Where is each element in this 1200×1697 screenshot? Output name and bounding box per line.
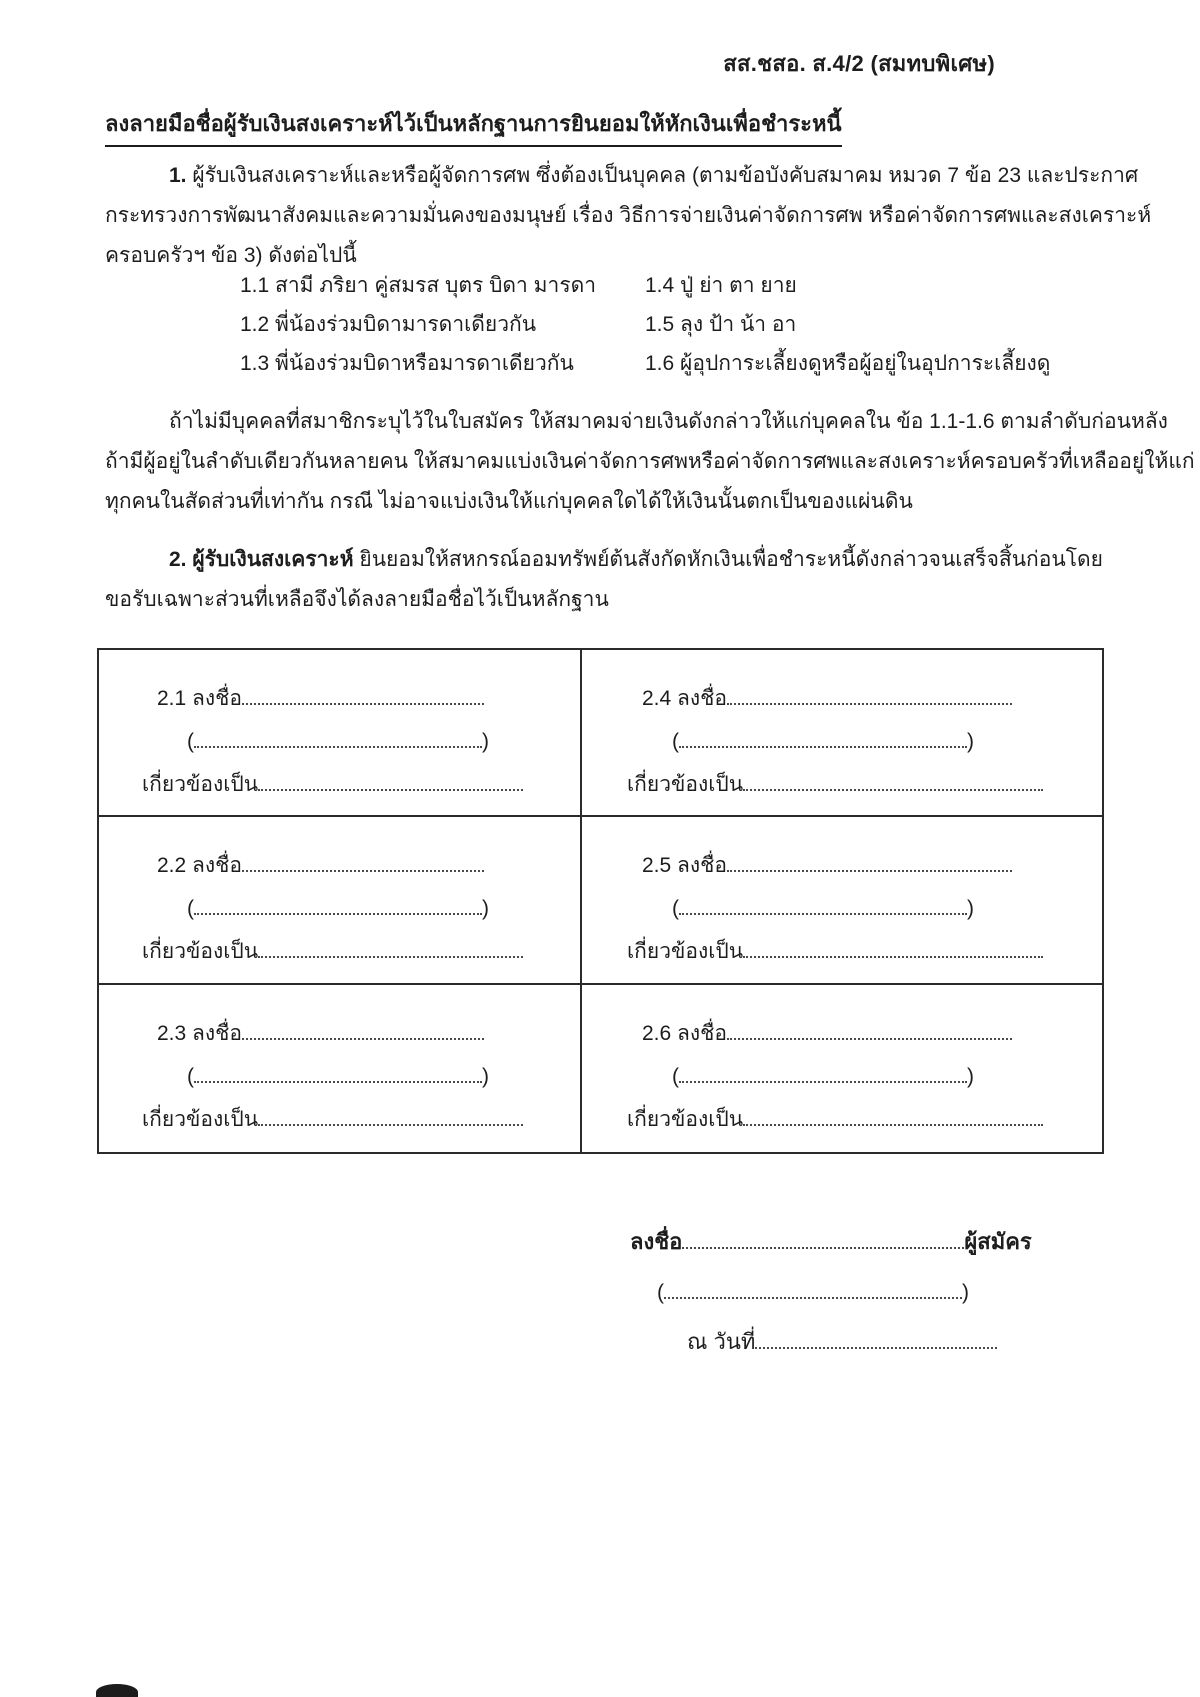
relation-line: เกี่ยวข้องเป็น [142, 937, 580, 967]
list-item-1-5: 1.5 ลุง ป้า น้า อา [645, 313, 797, 336]
sign-line: 2.2 ลงชื่อ [142, 851, 580, 881]
note-line-3: ทุกคนในสัดส่วนที่เท่ากัน กรณี ไม่อาจแบ่งเงินให้แก่บุคคลใดได้ให้เงินนั้นตกเป็นของแผ่นดิน [105, 490, 913, 513]
relation-line: เกี่ยวข้องเป็น [142, 770, 580, 800]
relation-line: เกี่ยวข้องเป็น [627, 1105, 1102, 1135]
relation-line: เกี่ยวข้องเป็น [627, 770, 1102, 800]
list-item-1-4: 1.4 ปู่ ย่า ตา ยาย [645, 274, 797, 297]
name-dotted-line [679, 895, 967, 915]
clause-2-line-2: ขอรับเฉพาะส่วนที่เหลือจึงได้ลงลายมือชื่อไว้เป็นหลักฐาน [105, 588, 609, 611]
name-dotted-line [194, 895, 482, 915]
page-title [105, 106, 842, 147]
name-line: ( ) [672, 1064, 974, 1088]
applicant-date-line: ณ วันที่ [615, 1326, 1032, 1358]
applicant-date-dotted-line [755, 1328, 997, 1349]
clause-2-lead: 2. ผู้รับเงินสงเคราะห์ [169, 548, 354, 571]
relation-dotted-line [258, 771, 523, 791]
page-title-text: ลงลายมือชื่อผู้รับเงินสงเคราะห์ไว้เป็นหลักฐานการยินยอมให้หักเงินเพื่อชำระหนี้ [105, 106, 842, 147]
list-item-1-3: 1.3 พี่น้องร่วมบิดาหรือมารดาเดียวกัน [240, 352, 574, 375]
signature-dotted-line [727, 1020, 1012, 1040]
signature-dotted-line [727, 852, 1012, 872]
signature-cell-2-6 [582, 985, 1102, 1152]
name-line: ( ) [187, 730, 489, 753]
clause-1-number: 1. [169, 164, 187, 187]
name-dotted-line [679, 728, 967, 748]
applicant-signature-dotted-line [682, 1228, 964, 1249]
clause-1-line-3: ครอบครัวฯ ข้อ 3) ดังต่อไปนี้ [105, 244, 357, 267]
relation-dotted-line [258, 938, 523, 958]
relation-dotted-line [743, 938, 1043, 958]
sign-line: 2.4 ลงชื่อ [627, 684, 1102, 714]
name-line: ( ) [187, 897, 489, 921]
list-item-1-2: 1.2 พี่น้องร่วมบิดามารดาเดียวกัน [240, 313, 537, 336]
name-dotted-line [194, 728, 482, 748]
relation-dotted-line [743, 1106, 1043, 1126]
sign-line: 2.3 ลงชื่อ [142, 1019, 580, 1049]
clause-2-paragraph [105, 540, 1103, 620]
sign-line: 2.1 ลงชื่อ [142, 684, 580, 714]
relation-dotted-line [258, 1106, 523, 1126]
list-item-1-6: 1.6 ผู้อุปการะเลี้ยงดูหรือผู้อยู่ในอุปการะเลี้ยงดู [645, 352, 1051, 375]
signature-cell-2-4 [582, 650, 1102, 817]
note-line-2: ถ้ามีผู้อยู่ในลำดับเดียวกันหลายคน ให้สมาคมแบ่งเงินค่าจัดการศพหรือค่าจัดการศพและสงเคราะห์ครอบครัวที่เหลืออยู่ให้แก่ [105, 450, 1195, 473]
list-item-1-1: 1.1 สามี ภริยา คู่สมรส บุตร บิดา มารดา [240, 274, 597, 297]
signature-dotted-line [242, 1020, 484, 1040]
applicant-name-line: ( ) [615, 1276, 1032, 1308]
clause-1-paragraph [105, 156, 1152, 276]
applicant-sign-line: ลงชื่อ ผู้สมัคร [630, 1229, 1032, 1254]
clause-1-note-paragraph [105, 402, 1195, 522]
name-dotted-line [194, 1063, 482, 1083]
signature-cell-2-1 [99, 650, 582, 817]
name-dotted-line [679, 1063, 967, 1083]
relation-line: เกี่ยวข้องเป็น [627, 937, 1102, 967]
clause-1-line-1: 1. ผู้รับเงินสงเคราะห์และหรือผู้จัดการศพ ซึ่งต้องเป็นบุคคล (ตามข้อบังคับสมาคม หมวด 7 ข้อ 23 และประกาศ [169, 164, 1139, 187]
note-line-1: ถ้าไม่มีบุคคลที่สมาชิกระบุไว้ในใบสมัคร ให้สมาคมจ่ายเงินดังกล่าวให้แก่บุคคลใน ข้อ 1.1-1.6 ตามลำดับก่อนหลัง [169, 410, 1168, 433]
signature-cell-2-2 [99, 817, 582, 984]
signature-dotted-line [242, 685, 484, 705]
applicant-name-dotted-line [664, 1278, 962, 1299]
signature-dotted-line [242, 852, 484, 872]
clause-1-line-2: กระทรวงการพัฒนาสังคมและความมั่นคงของมนุษย์ เรื่อง วิธีการจ่ายเงินค่าจัดการศพ หรือค่าจัดการศพและสงเคราะห์ [105, 204, 1152, 227]
signature-cell-2-3 [99, 985, 582, 1152]
signature-dotted-line [727, 685, 1012, 705]
name-line: ( ) [672, 730, 974, 753]
signature-cell-2-5 [582, 817, 1102, 984]
signature-table [97, 648, 1104, 1154]
sign-line: 2.6 ลงชื่อ [627, 1019, 1102, 1049]
sign-line: 2.5 ลงชื่อ [627, 851, 1102, 881]
name-line: ( ) [187, 1064, 489, 1088]
relation-line: เกี่ยวข้องเป็น [142, 1105, 580, 1135]
scan-artifact-mark [96, 1684, 138, 1697]
applicant-role-label: ผู้สมัคร [964, 1229, 1032, 1254]
clause-2-line-1: 2. ผู้รับเงินสงเคราะห์ ยินยอมให้สหกรณ์ออมทรัพย์ต้นสังกัดหักเงินเพื่อชำระหนี้ดังกล่าวจนเสร็จสิ้นก่อนโดย [169, 548, 1103, 571]
name-line: ( ) [672, 897, 974, 921]
beneficiary-list [240, 266, 1070, 383]
relation-dotted-line [743, 771, 1043, 791]
form-code: สส.ชสอ. ส.4/2 (สมทบพิเศษ) [723, 51, 995, 76]
applicant-signature-block [615, 1226, 1032, 1376]
